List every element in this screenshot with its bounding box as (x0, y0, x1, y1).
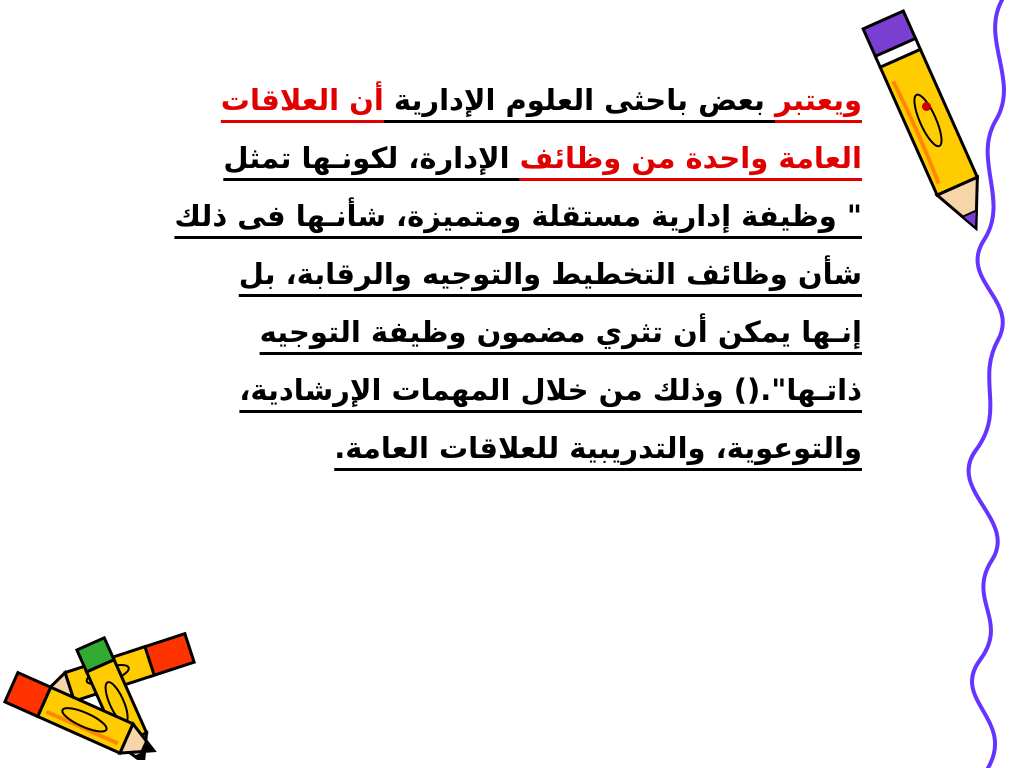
pencil-icon (850, 0, 1010, 250)
text-line-6 (88, 365, 862, 423)
highlight-text: العامة واحدة من وظائف (519, 141, 862, 175)
bullet-dot (922, 102, 931, 111)
body-text: شأن وظائف التخطيط والتوجيه والرقابة، بل (238, 257, 862, 291)
highlight-text: ويعتبر (775, 83, 862, 117)
body-text: والتوعوية، والتدريبية للعلاقات العامة. (334, 431, 862, 465)
text-line-4 (88, 249, 862, 307)
paragraph (88, 75, 862, 481)
pencils-icon (0, 610, 210, 760)
text-line-7 (88, 423, 862, 481)
text-line-2 (88, 133, 862, 191)
text-line-3 (88, 191, 862, 249)
body-text: ذاتـها".() وذلك من خلال المهمات الإرشادية، (239, 373, 862, 407)
text-line-5 (88, 307, 862, 365)
body-text: إنـها يمكن أن تثري مضمون وظيفة التوجيه (259, 315, 862, 349)
body-text: الإدارة، لكونـها تمثل (223, 141, 520, 175)
body-text: بعض باحثى العلوم الإدارية (383, 83, 775, 117)
highlight-text: أن العلاقات (220, 83, 384, 117)
text-line-1 (88, 75, 862, 133)
body-text: " وظيفة إدارية مستقلة ومتميزة، شأنـها فى ذلك (174, 199, 862, 233)
